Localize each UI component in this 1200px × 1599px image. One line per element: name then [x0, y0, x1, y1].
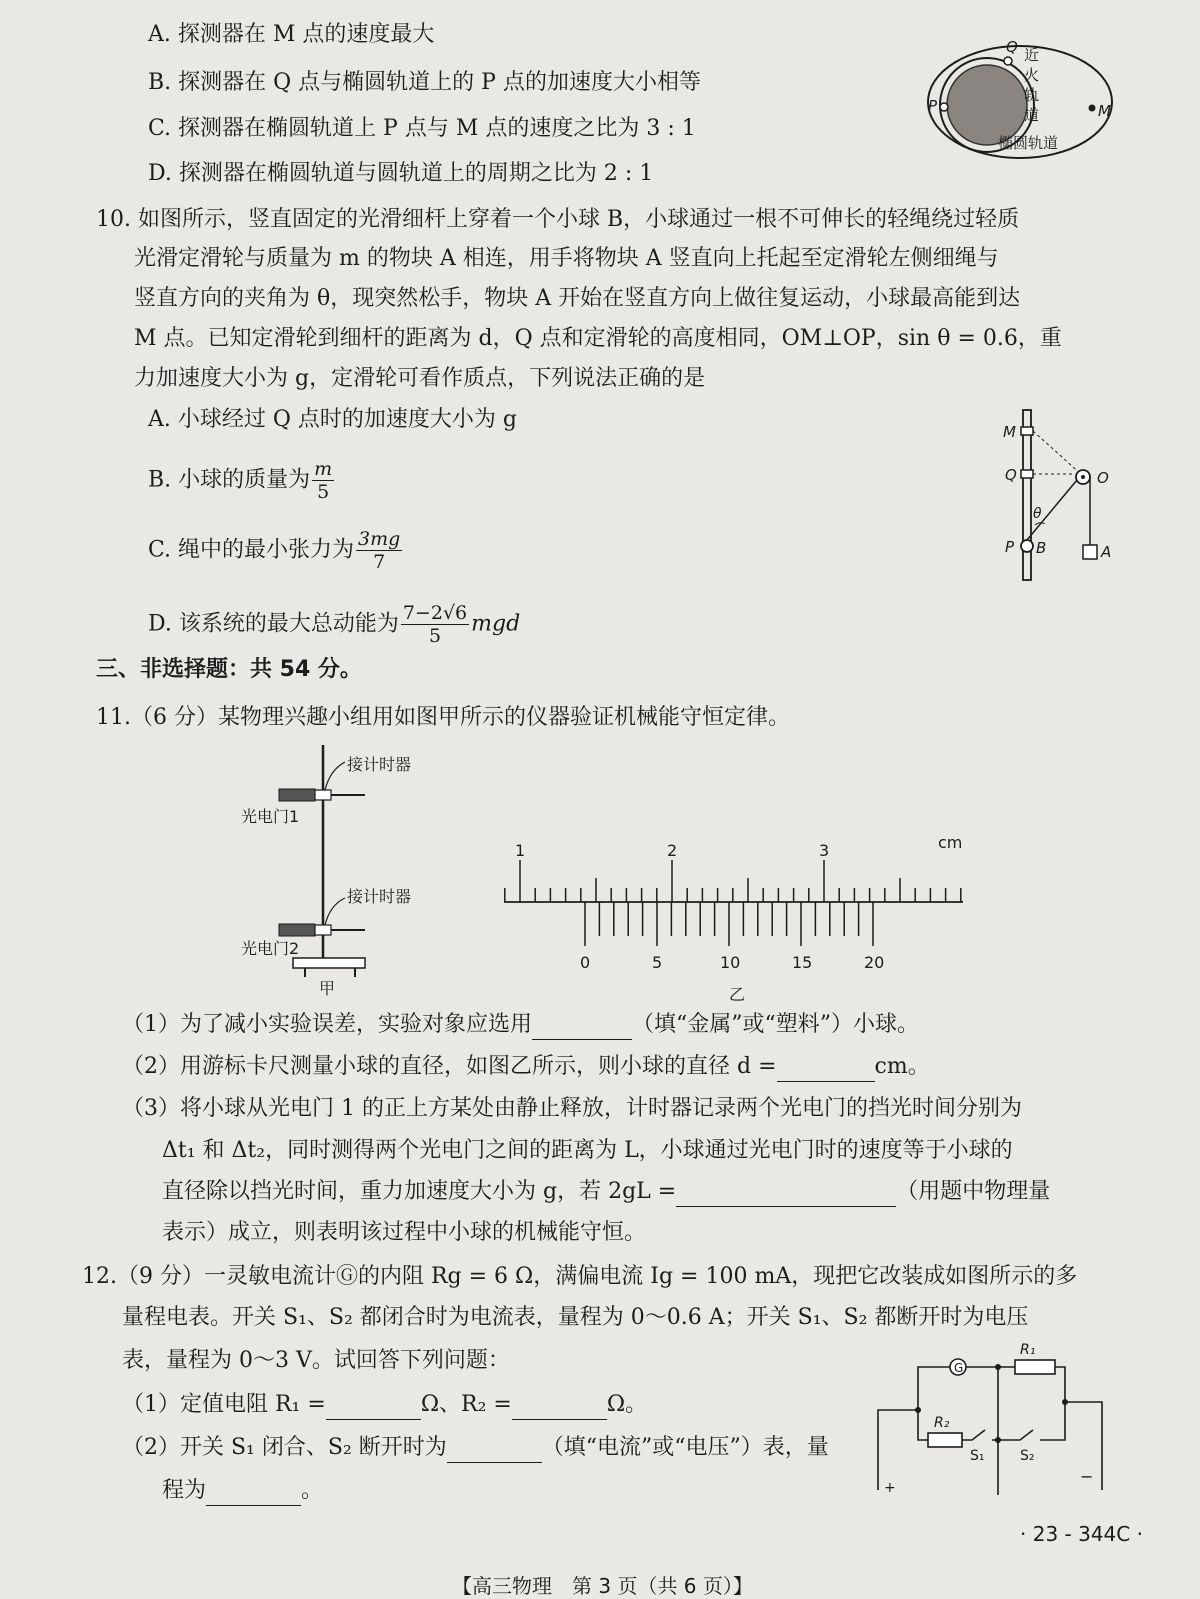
q9-label-ellipse: 椭圆轨道: [998, 134, 1059, 152]
q10-pulley-figure: [995, 405, 1125, 585]
q12-label-s2: S₂: [1020, 1448, 1035, 1464]
q11-sub3-text: 直径除以挡光时间，重力加速度大小为 g，若 2gL =: [162, 1179, 677, 1204]
q10-stem-line3: 竖直方向的夹角为 θ，现突然松手，物块 A 开始在竖直方向上做往复运动，小球最高能到达: [134, 286, 1021, 311]
q9-option-a: A. 探测器在 M 点的速度最大: [148, 22, 435, 47]
q10-label-o: O: [1097, 469, 1109, 487]
q12-label-r2: R₂: [934, 1415, 950, 1431]
q12-circuit-figure: [870, 1340, 1120, 1500]
q12-sub2: [122, 1433, 829, 1463]
q10-label-a: A: [1101, 543, 1112, 561]
q11-sub3-line1: （3）将小球从光电门 1 的正上方某处由静止释放，计时器记录两个光电门的挡光时间分别为: [122, 1096, 1022, 1121]
q10-option-a: A. 小球经过 Q 点时的加速度大小为 g: [148, 407, 517, 432]
main-scale-label: 1: [515, 841, 526, 860]
q11-sub2-blank[interactable]: [777, 1059, 875, 1082]
q12-stem-line2: 量程电表。开关 S₁、S₂ 都闭合时为电流表，量程为 0～0.6 A；开关 S₁、S₂ 都断开时为电压: [122, 1305, 1029, 1330]
q12-sub2-hint: （填“电流”或“电压”）表，量: [541, 1435, 829, 1460]
q11-sub3-line2: Δt₁ 和 Δt₂，同时测得两个光电门之间的距离为 L，小球通过光电门时的速度等于小球的: [162, 1138, 1013, 1163]
q10-option-c-num: 3mg: [358, 528, 401, 550]
q10-option-b-num: m: [314, 458, 333, 480]
section-3-heading: 三、非选择题：共 54 分。: [96, 657, 362, 682]
q12-sub1-unit: Ω。: [606, 1392, 648, 1417]
q10-option-c: [148, 528, 404, 573]
q11-sub2: [122, 1052, 930, 1082]
q10-option-b-fraction: [312, 458, 334, 503]
q9-label-p: P: [928, 97, 938, 115]
q9-option-c: C. 探测器在椭圆轨道上 P 点与 M 点的速度之比为 3 : 1: [148, 116, 696, 141]
page-footer: 【高三物理 第 3 页（共 6 页）】: [452, 1574, 753, 1598]
q10-stem-line5: 力加速度大小为 g，定滑轮可看作质点，下列说法正确的是: [134, 366, 706, 391]
page-code: · 23 - 344C ·: [1020, 1522, 1143, 1546]
q10-option-d-fraction: [401, 602, 469, 647]
main-scale-label: 2: [667, 841, 678, 860]
q11-sub3-blank[interactable]: [676, 1184, 896, 1207]
q11-sub1-text: （1）为了减小实验误差，实验对象应选用: [122, 1012, 532, 1037]
q9-orbit-figure: [920, 30, 1120, 160]
q12-sub1: [122, 1390, 647, 1420]
q10-label-b: B: [1036, 539, 1047, 557]
q11-fig-yi-vernier: [490, 830, 990, 1005]
q11-sub1-hint: （填“金属”或“塑料”）小球。: [632, 1012, 919, 1037]
q9-label-near3: 轨: [1024, 86, 1040, 104]
q11-sub1: [122, 1010, 919, 1040]
q10-stem-line4: M 点。已知定滑轮到细杆的距离为 d，Q 点和定滑轮的高度相同，OM⊥OP，sin θ = 0.6，重: [134, 326, 1062, 351]
q12-sub2-blank[interactable]: [447, 1440, 542, 1463]
q10-option-d-num: 7−2√6: [402, 602, 468, 624]
q11-label-gate2: 光电门2: [241, 939, 300, 958]
q10-option-c-fraction: [356, 528, 402, 573]
q12-label-plus: +: [884, 1480, 896, 1496]
q11-sub3-line4: 表示）成立，则表明该过程中小球的机械能守恒。: [162, 1220, 647, 1245]
q12-r2-blank[interactable]: [512, 1397, 607, 1420]
vernier-sliding-scale: [580, 902, 884, 972]
q9-label-near4: 道: [1024, 106, 1040, 124]
q12-sub2-range-blank[interactable]: [206, 1483, 301, 1506]
q10-label-theta: θ: [1033, 506, 1042, 522]
q11-label-gate1: 光电门1: [241, 807, 300, 826]
q9-label-q: Q: [1006, 38, 1018, 56]
q12-sub2-line2: [162, 1476, 323, 1506]
q12-stem-line1: 12.（9 分）一灵敏电流计Ⓖ的内阻 Rg = 6 Ω，满偏电流 Ig = 100 mA，现把它改装成如图所示的多: [82, 1264, 1078, 1289]
q10-option-b: [148, 458, 336, 503]
vernier-label: 10: [720, 953, 741, 972]
q10-option-c-den: 7: [373, 551, 386, 573]
q12-r1-blank[interactable]: [326, 1397, 421, 1420]
q10-option-c-text: C. 绳中的最小张力为: [148, 537, 355, 563]
vernier-label: 15: [792, 953, 813, 972]
q10-label-m: M: [1003, 423, 1016, 441]
q10-stem-line1: 10. 如图所示，竖直固定的光滑细杆上穿着一个小球 B，小球通过一根不可伸长的轻绳绕过轻质: [96, 207, 1020, 232]
q12-label-g: G: [954, 1361, 964, 1375]
q9-option-d: D. 探测器在椭圆轨道与圆轨道上的周期之比为 2 : 1: [148, 161, 654, 186]
vernier-main-scale: [505, 841, 961, 902]
vernier-label: 5: [652, 953, 663, 972]
q12-label-r1: R₁: [1020, 1342, 1036, 1358]
q12-sub1-mid: Ω、R₂ =: [420, 1392, 512, 1417]
q12-stem-line3: 表，量程为 0～3 V。试回答下列问题：: [122, 1348, 510, 1373]
q11-sub2-text: （2）用游标卡尺测量小球的直径，如图乙所示，则小球的直径 d =: [122, 1054, 777, 1079]
q11-title: 11.（6 分）某物理兴趣小组用如图甲所示的仪器验证机械能守恒定律。: [96, 705, 790, 730]
q11-sub3-line3: [162, 1177, 1050, 1207]
q9-label-near2: 火: [1024, 66, 1040, 84]
q11-label-timer2: 接计时器: [347, 887, 412, 906]
vernier-label: 20: [864, 953, 885, 972]
q10-option-d-unit: mgd: [471, 611, 521, 637]
q10-option-d-den: 5: [428, 625, 442, 647]
q10-label-q: Q: [1005, 466, 1017, 484]
q10-option-d: [148, 602, 520, 647]
q11-sub1-blank[interactable]: [532, 1017, 632, 1040]
q9-label-m: M: [1098, 102, 1111, 120]
main-scale-label: 3: [819, 841, 830, 860]
q9-option-b: B. 探测器在 Q 点与椭圆轨道上的 P 点的加速度大小相等: [148, 70, 701, 95]
q11-caption-jia: 甲: [319, 979, 336, 998]
q11-caption-yi: 乙: [729, 985, 746, 1004]
q12-label-minus: −: [1080, 1467, 1094, 1486]
q10-stem-line2: 光滑定滑轮与质量为 m 的物块 A 相连，用手将物块 A 竖直向上托起至定滑轮左侧细绳与: [134, 246, 999, 271]
vernier-label: 0: [580, 953, 591, 972]
q11-sub2-unit: cm。: [874, 1054, 930, 1079]
q12-sub1-text: （1）定值电阻 R₁ =: [122, 1392, 326, 1417]
q10-option-b-text: B. 小球的质量为: [148, 467, 311, 493]
q10-option-b-den: 5: [317, 481, 330, 503]
q11-label-timer1: 接计时器: [347, 755, 412, 774]
q12-sub2-end: 。: [301, 1478, 324, 1503]
q10-option-d-text: D. 该系统的最大总动能为: [148, 611, 399, 637]
vernier-unit: cm: [938, 833, 963, 852]
q10-label-p: P: [1005, 538, 1015, 556]
q12-sub2-text: （2）开关 S₁ 闭合、S₂ 断开时为: [122, 1435, 447, 1460]
q9-label-near1: 近: [1024, 46, 1040, 64]
q11-fig-jia: [235, 740, 465, 1000]
q11-sub3-hint: （用题中物理量: [896, 1179, 1051, 1204]
q12-sub2-range-text: 程为: [162, 1478, 207, 1503]
q12-label-s1: S₁: [970, 1448, 985, 1464]
